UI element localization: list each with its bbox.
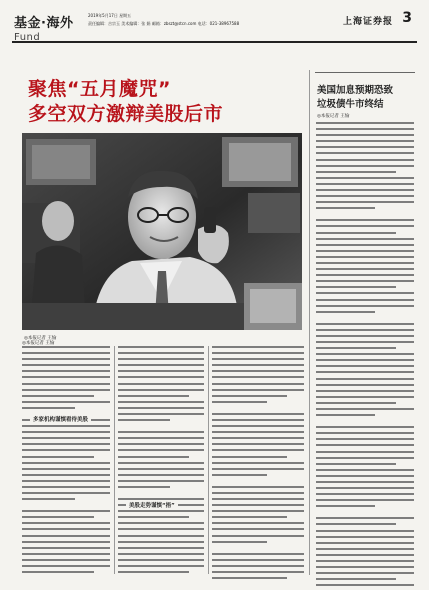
text-line: [212, 528, 304, 530]
text-line: [316, 371, 414, 373]
text-line: [22, 346, 110, 348]
text-line: [118, 535, 204, 537]
sidebar-byline: ◎本报记者 王愉: [317, 114, 350, 119]
text-line: [212, 431, 304, 433]
column-divider-2: [208, 346, 209, 574]
text-line: [22, 547, 110, 549]
text-line: [118, 528, 204, 530]
text-line: [22, 522, 110, 524]
text-line: [22, 553, 110, 555]
text-line: [316, 299, 414, 301]
text-line: [316, 128, 414, 130]
text-line: [22, 389, 110, 391]
text-line: [316, 274, 414, 276]
text-line: [22, 510, 110, 512]
text-line: [22, 456, 94, 458]
text-line: [118, 401, 204, 403]
text-line: [212, 401, 267, 403]
text-line: [118, 395, 189, 397]
body-column-1: [22, 346, 110, 577]
text-line: [316, 390, 414, 392]
text-line: [118, 462, 204, 464]
text-line: [316, 171, 396, 173]
newspaper-masthead: 上海证券报: [342, 17, 393, 27]
text-line: [316, 238, 414, 240]
text-line: [316, 378, 414, 380]
text-line: [118, 571, 189, 573]
text-line: [22, 565, 110, 567]
text-line: [316, 469, 414, 471]
text-line: [212, 352, 304, 354]
text-line: [212, 456, 287, 458]
text-line: [316, 189, 414, 191]
text-line: [22, 480, 110, 482]
text-line: [316, 311, 375, 313]
text-line: [316, 341, 414, 343]
text-line: [316, 134, 414, 136]
text-line: [316, 262, 414, 264]
text-line: [212, 346, 304, 348]
text-line: [316, 396, 414, 398]
text-line: [316, 426, 414, 428]
text-line: [316, 542, 414, 544]
text-line: [118, 346, 204, 348]
text-line: [22, 425, 110, 427]
text-line: [22, 492, 110, 494]
text-line: [118, 352, 204, 354]
text-line: [212, 522, 304, 524]
text-line: [316, 359, 414, 361]
text-line: [118, 413, 204, 415]
text-line: [212, 504, 304, 506]
text-line: [212, 383, 304, 385]
text-line: [22, 431, 110, 433]
text-line: [212, 419, 304, 421]
text-line: [118, 516, 189, 518]
text-line: [118, 547, 204, 549]
text-line: [118, 376, 204, 378]
main-headline: 多空双方激辩美股后市: [28, 103, 224, 125]
text-line: [316, 256, 414, 258]
text-line: [118, 553, 204, 555]
text-line: [316, 444, 414, 446]
text-line: [316, 578, 396, 580]
text-line: [316, 122, 414, 124]
text-line: [316, 475, 414, 477]
article-byline: ◎本报记者 王愉: [22, 341, 55, 346]
text-line: [316, 201, 414, 203]
main-kicker: 聚焦“五月魔咒”: [28, 78, 171, 100]
text-line: [118, 486, 170, 488]
page-number: 3: [402, 10, 412, 26]
text-line: [316, 384, 414, 386]
text-line: [316, 572, 414, 574]
text-line: [316, 280, 414, 282]
text-line: [212, 395, 287, 397]
section-header: [14, 12, 73, 43]
text-line: [212, 535, 304, 537]
text-line: [316, 402, 396, 404]
section-title: 基金·海外: [14, 16, 74, 31]
text-line: [316, 292, 414, 294]
text-line: [118, 443, 204, 445]
text-line: [316, 225, 414, 227]
text-line: [212, 510, 304, 512]
text-line: [22, 449, 110, 451]
text-line: [316, 530, 414, 532]
text-line: [316, 408, 414, 410]
text-line: [22, 571, 94, 573]
text-line: [212, 443, 304, 445]
text-line: [212, 370, 304, 372]
text-line: [212, 468, 304, 470]
text-line: [22, 401, 110, 403]
text-line: [22, 443, 110, 445]
text-line: [316, 365, 414, 367]
text-line: [22, 559, 110, 561]
header-rule: [12, 41, 417, 43]
text-line: [316, 177, 414, 179]
text-line: [22, 437, 110, 439]
text-line: [118, 449, 204, 451]
text-line: [118, 370, 204, 372]
text-line: [316, 152, 414, 154]
text-line: [22, 468, 110, 470]
text-line: [316, 463, 396, 465]
text-line: [118, 565, 204, 567]
text-line: [118, 431, 204, 433]
sidebar-title-line2: 垃圾债牛市终结: [317, 99, 384, 110]
text-line: [316, 140, 414, 142]
text-line: [118, 510, 204, 512]
text-line: [118, 456, 189, 458]
text-line: [212, 492, 304, 494]
text-line: [22, 462, 110, 464]
text-line: [118, 559, 204, 561]
text-line: [316, 305, 414, 307]
text-line: [316, 329, 414, 331]
text-line: [316, 268, 414, 270]
text-line: [316, 536, 414, 538]
text-line: [212, 541, 267, 543]
sidebar-title-line1: 美国加息预期恐致: [317, 85, 394, 96]
text-line: [22, 407, 75, 409]
text-line: [316, 244, 414, 246]
text-line: [22, 364, 110, 366]
text-line: [118, 407, 204, 409]
text-line: [316, 250, 414, 252]
photo-caption: ◎本报记者 王愉: [24, 336, 57, 341]
text-line: [212, 437, 304, 439]
section-subtitle: Fund: [14, 32, 41, 43]
text-line: [212, 565, 304, 567]
text-line: [316, 481, 414, 483]
sidebar-body: [316, 122, 414, 590]
text-line: [22, 528, 110, 530]
text-line: [316, 584, 414, 586]
text-line: [22, 376, 110, 378]
text-line: [316, 432, 414, 434]
text-line: [212, 474, 267, 476]
text-line: [212, 462, 304, 464]
text-line: [212, 364, 304, 366]
text-line: [22, 541, 110, 543]
text-line: [118, 480, 204, 482]
text-line: [316, 353, 414, 355]
body-column-3: [212, 346, 304, 583]
text-line: [212, 376, 304, 378]
text-line: [118, 419, 170, 421]
text-line: [316, 195, 414, 197]
text-line: [212, 358, 304, 360]
text-line: [22, 395, 94, 397]
body-column-2: [118, 346, 204, 577]
text-line: [22, 516, 94, 518]
sidebar-top-rule: [315, 72, 415, 73]
text-line: [316, 451, 414, 453]
text-line: [212, 413, 304, 415]
text-line: [118, 364, 204, 366]
text-line: [316, 159, 414, 161]
text-line: [22, 498, 75, 500]
text-line: [118, 389, 204, 391]
text-line: [212, 449, 304, 451]
text-line: [316, 566, 414, 568]
text-line: [316, 414, 375, 416]
text-line: [316, 183, 414, 185]
text-line: [316, 493, 414, 495]
text-line: [118, 383, 204, 385]
text-line: [316, 165, 414, 167]
text-line: [316, 560, 414, 562]
subhead-2: 美股走势谨慎“捂”: [126, 500, 178, 510]
text-line: [212, 553, 304, 555]
text-line: [316, 335, 414, 337]
text-line: [212, 486, 304, 488]
text-line: [118, 541, 204, 543]
subhead-1: 多家机构谨慎看待美股: [30, 414, 91, 424]
issue-date: 2019年5月17日 星期五: [88, 13, 132, 18]
text-line: [316, 438, 414, 440]
text-line: [22, 383, 110, 385]
text-line: [212, 498, 304, 500]
text-line: [118, 474, 204, 476]
editor-line: 责任编辑：吉宗玉 美术编辑：张 娟 邮箱：zbszt@stcn.com 电话：021-38967588: [88, 21, 240, 26]
text-line: [22, 352, 110, 354]
text-line: [316, 487, 414, 489]
trader-photo: [22, 133, 302, 330]
text-line: [212, 389, 304, 391]
text-line: [316, 457, 414, 459]
text-line: [316, 323, 414, 325]
text-line: [22, 535, 110, 537]
text-line: [118, 358, 204, 360]
text-line: [316, 505, 375, 507]
text-line: [316, 232, 396, 234]
text-line: [316, 548, 414, 550]
text-line: [316, 146, 414, 148]
text-line: [118, 437, 204, 439]
text-line: [316, 207, 375, 209]
text-line: [212, 516, 287, 518]
text-line: [316, 499, 414, 501]
text-line: [316, 554, 414, 556]
text-line: [22, 370, 110, 372]
text-line: [316, 517, 414, 519]
text-line: [212, 577, 287, 579]
text-line: [22, 474, 110, 476]
column-divider-1: [114, 346, 115, 574]
text-line: [118, 522, 204, 524]
text-line: [212, 571, 304, 573]
text-line: [316, 219, 414, 221]
text-line: [316, 286, 396, 288]
text-line: [22, 358, 110, 360]
text-line: [316, 347, 396, 349]
text-line: [316, 523, 396, 525]
text-line: [118, 468, 204, 470]
text-line: [212, 425, 304, 427]
text-line: [22, 486, 110, 488]
text-line: [212, 559, 304, 561]
column-divider: [309, 70, 310, 575]
